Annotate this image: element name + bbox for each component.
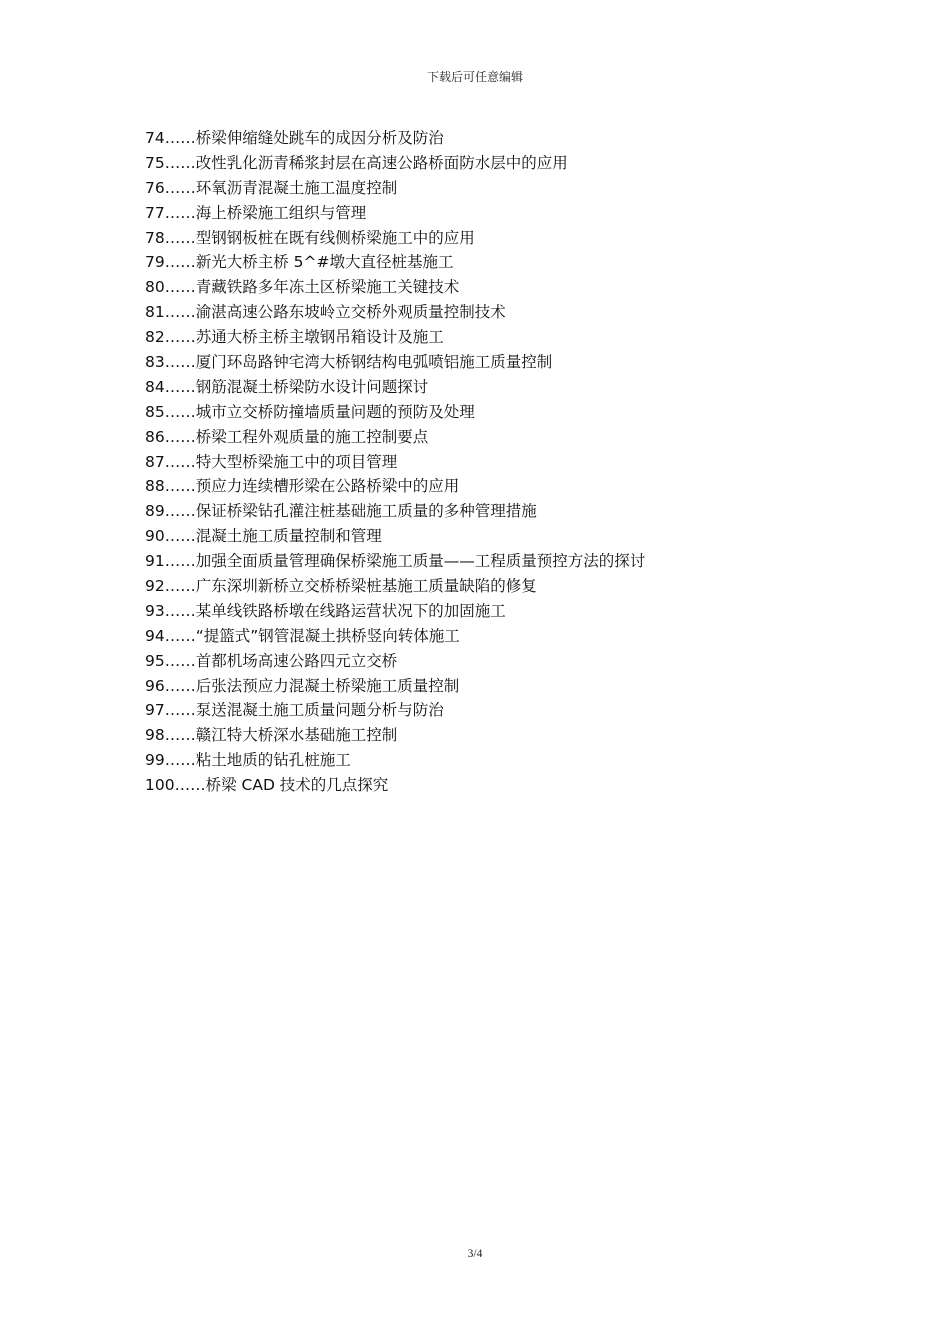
page-number: 3/4 <box>467 1248 483 1260</box>
toc-item-80: 80……青藏铁路多年冻土区桥梁施工关键技术 <box>145 278 460 297</box>
toc-item-81: 81……渝湛高速公路东坡岭立交桥外观质量控制技术 <box>145 303 506 322</box>
toc-item-92: 92……广东深圳新桥立交桥桥梁桩基施工质量缺陷的修复 <box>145 577 537 596</box>
toc-item-87: 87……特大型桥梁施工中的项目管理 <box>145 452 398 471</box>
toc-item-91: 91……加强全面质量管理确保桥梁施工质量——工程质量预控方法的探讨 <box>145 552 646 571</box>
toc-item-79: 79……新光大桥主桥 5^#墩大直径桩基施工 <box>145 253 454 272</box>
toc-item-77: 77……海上桥梁施工组织与管理 <box>145 203 367 222</box>
toc-item-90: 90……混凝土施工质量控制和管理 <box>145 527 382 546</box>
toc-item-89: 89……保证桥梁钻孔灌注桩基础施工质量的多种管理措施 <box>145 502 537 521</box>
toc-item-74: 74……桥梁伸缩缝处跳车的成因分析及防治 <box>145 129 444 147</box>
toc-item-95: 95……首都机场高速公路四元立交桥 <box>145 651 398 670</box>
toc-item-99: 99……粘土地质的钻孔桩施工 <box>145 751 351 770</box>
toc-item-88: 88……预应力连续槽形梁在公路桥梁中的应用 <box>145 477 460 496</box>
toc-item-76: 76……环氧沥青混凝土施工温度控制 <box>145 178 398 197</box>
toc-item-75: 75……改性乳化沥青稀浆封层在高速公路桥面防水层中的应用 <box>145 153 568 172</box>
toc-item-78: 78……型钢钢板桩在既有线侧桥梁施工中的应用 <box>145 228 475 247</box>
toc-item-85: 85……城市立交桥防撞墙质量问题的预防及处理 <box>145 402 475 421</box>
toc-item-83: 83……厦门环岛路钟宅湾大桥钢结构电弧喷铝施工质量控制 <box>145 353 553 372</box>
toc-item-97: 97……泵送混凝土施工质量问题分析与防治 <box>145 701 444 720</box>
table-of-contents <box>145 126 865 798</box>
toc-item-96: 96……后张法预应力混凝土桥梁施工质量控制 <box>145 676 460 695</box>
toc-item-86: 86……桥梁工程外观质量的施工控制要点 <box>145 427 429 446</box>
toc-item-93: 93……某单线铁路桥墩在线路运营状况下的加固施工 <box>145 601 506 620</box>
toc-item-100: 100……桥梁 CAD 技术的几点探究 <box>145 776 389 795</box>
page-header: 下载后可任意编辑 <box>426 70 523 84</box>
toc-item-94: 94……“提篮式”钢管混凝土拱桥竖向转体施工 <box>145 626 460 645</box>
toc-item-84: 84……钢筋混凝土桥梁防水设计问题探讨 <box>145 377 429 396</box>
toc-item-82: 82……苏通大桥主桥主墩钢吊箱设计及施工 <box>145 328 444 347</box>
toc-item-98: 98……赣江特大桥深水基础施工控制 <box>145 726 398 745</box>
